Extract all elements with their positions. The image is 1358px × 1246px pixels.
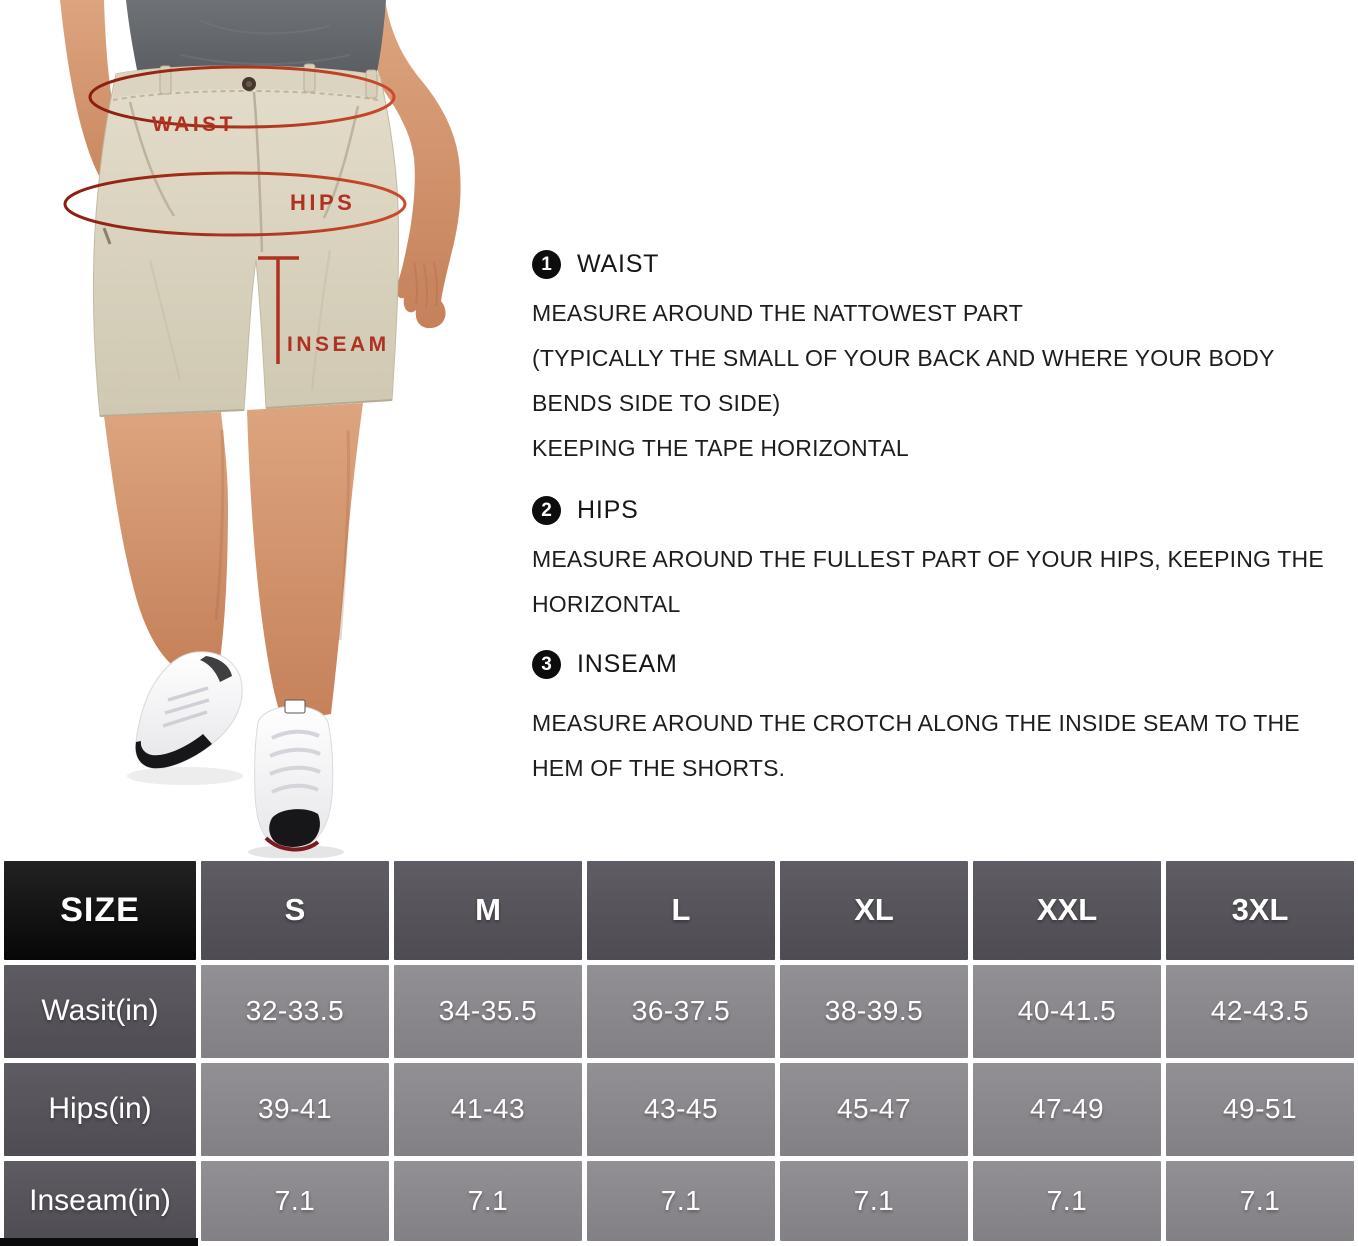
instruction-line: MEASURE AROUND THE NATTOWEST PART <box>532 300 1023 326</box>
inseam-annotation-label: INSEAM <box>287 333 390 356</box>
instruction-section-waist <box>532 250 1358 471</box>
instruction-line: BENDS SIDE TO SIDE) <box>532 390 781 416</box>
instruction-heading <box>532 496 1358 525</box>
model-photo <box>0 0 530 860</box>
right-shoe-tongue-label <box>285 700 305 713</box>
table-bottom-edge <box>0 1238 198 1246</box>
waist-value-xl: 38-39.5 <box>780 965 968 1058</box>
row-label-waist: Wasit(in) <box>4 965 196 1058</box>
instruction-line: MEASURE AROUND THE CROTCH ALONG THE INSIDE SEAM TO THE <box>532 710 1300 736</box>
instruction-heading <box>532 250 1358 279</box>
step-1-title: WAIST <box>577 250 660 278</box>
row-label-inseam: Inseam(in) <box>4 1161 196 1241</box>
hips-value-3xl: 49-51 <box>1166 1063 1354 1156</box>
step-2-title: HIPS <box>577 496 639 524</box>
waist-value-m: 34-35.5 <box>394 965 582 1058</box>
size-chart-table <box>0 858 1358 1244</box>
size-col-header-s: S <box>201 861 389 960</box>
waist-value-xxl: 40-41.5 <box>973 965 1161 1058</box>
waist-value-l: 36-37.5 <box>587 965 775 1058</box>
step-1-badge: 1 <box>532 250 561 279</box>
instruction-section-hips <box>532 496 1358 627</box>
inseam-value-l: 7.1 <box>587 1161 775 1241</box>
instruction-line: KEEPING THE TAPE HORIZONTAL <box>532 435 909 461</box>
instruction-line: HORIZONTAL <box>532 591 681 617</box>
instruction-section-inseam <box>532 650 1358 791</box>
instruction-body <box>532 701 1358 791</box>
instruction-line: MEASURE AROUND THE FULLEST PART OF YOUR HIPS, KEEPING THE <box>532 546 1324 572</box>
instruction-body <box>532 291 1358 471</box>
hips-value-l: 43-45 <box>587 1063 775 1156</box>
inseam-value-s: 7.1 <box>201 1161 389 1241</box>
size-col-header-m: M <box>394 861 582 960</box>
waist-button-center <box>246 81 252 87</box>
inseam-value-xxl: 7.1 <box>973 1161 1161 1241</box>
waist-value-3xl: 42-43.5 <box>1166 965 1354 1058</box>
size-table-corner: SIZE <box>4 861 196 960</box>
left-leg <box>104 412 228 668</box>
hips-value-s: 39-41 <box>201 1063 389 1156</box>
instruction-body <box>532 537 1358 627</box>
inseam-value-xl: 7.1 <box>780 1161 968 1241</box>
row-label-hips: Hips(in) <box>4 1063 196 1156</box>
inseam-value-m: 7.1 <box>394 1161 582 1241</box>
size-col-header-3xl: 3XL <box>1166 861 1354 960</box>
instruction-line: (TYPICALLY THE SMALL OF YOUR BACK AND WHERE YOUR BODY <box>532 345 1275 371</box>
step-3-badge: 3 <box>532 650 561 679</box>
hips-value-xl: 45-47 <box>780 1063 968 1156</box>
instruction-heading <box>532 650 1358 679</box>
waist-value-s: 32-33.5 <box>201 965 389 1058</box>
size-col-header-xl: XL <box>780 861 968 960</box>
shoe-shadow <box>127 767 243 785</box>
instruction-line: HEM OF THE SHORTS. <box>532 755 786 781</box>
inseam-value-3xl: 7.1 <box>1166 1161 1354 1241</box>
model-photo-svg <box>0 0 530 860</box>
hips-value-xxl: 47-49 <box>973 1063 1161 1156</box>
step-2-badge: 2 <box>532 496 561 525</box>
waist-annotation-label: WAIST <box>152 113 236 136</box>
size-col-header-l: L <box>587 861 775 960</box>
size-col-header-xxl: XXL <box>973 861 1161 960</box>
step-3-title: INSEAM <box>577 650 678 678</box>
hips-value-m: 41-43 <box>394 1063 582 1156</box>
hips-annotation-label: HIPS <box>290 190 356 215</box>
